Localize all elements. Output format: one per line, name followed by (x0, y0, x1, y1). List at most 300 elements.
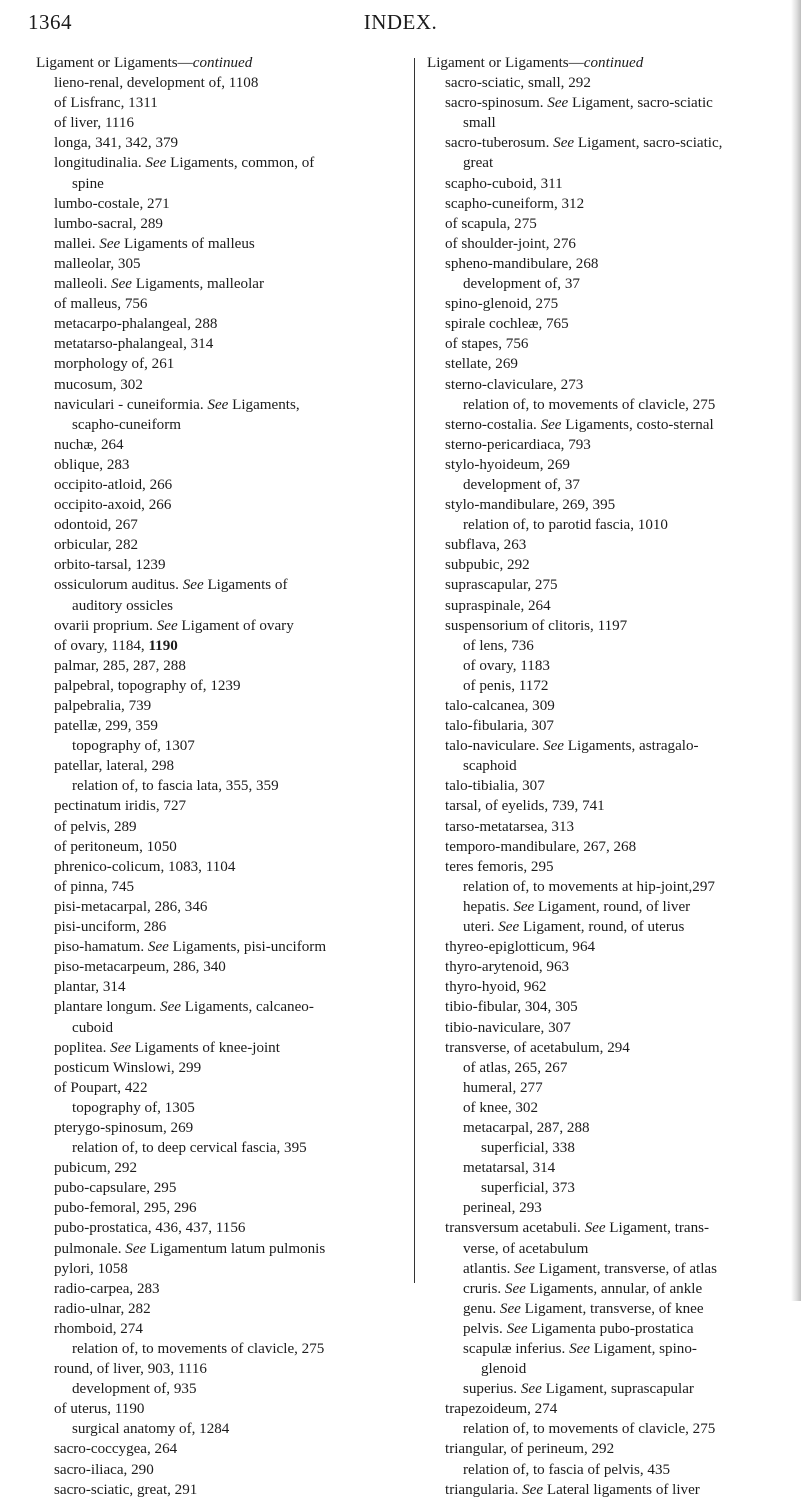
index-entry (36, 977, 391, 997)
index-entry (427, 1138, 782, 1158)
entry-text: sterno-costalia. (445, 416, 541, 433)
entry-text: tarso-metatarsea, 313 (445, 818, 575, 835)
index-entry (36, 153, 391, 173)
entry-text: Ligaments, calcaneo- (181, 999, 314, 1016)
index-entry (427, 1259, 782, 1279)
entry-text: pubo-capsulare, 295 (54, 1180, 177, 1197)
entry-text: auditory ossicles (72, 597, 174, 614)
entry-text: radio-ulnar, 282 (54, 1300, 151, 1317)
entry-text: relation of, to movements at hip-joint,297 (463, 878, 715, 895)
index-entry (36, 93, 391, 113)
entry-text: of Poupart, 422 (54, 1079, 148, 1096)
entry-text: patellar, lateral, 298 (54, 758, 175, 775)
see-reference: See (145, 155, 167, 172)
entry-text: topography of, 1307 (72, 738, 195, 755)
entry-text: trapezoideum, 274 (445, 1401, 558, 1418)
index-entry (427, 857, 782, 877)
index-entry (36, 937, 391, 957)
index-entry (427, 917, 782, 937)
index-entry (427, 455, 782, 475)
index-entry (427, 776, 782, 796)
entry-text: Ligamenta pubo-prostatica (527, 1320, 694, 1337)
index-entry (36, 1158, 391, 1178)
entry-text: pectinatum iridis, 727 (54, 798, 187, 815)
entry-text: stylo-mandibulare, 269, 395 (445, 497, 616, 514)
index-entry (427, 1480, 782, 1500)
entry-text: mallei. (54, 235, 100, 252)
column-heading (36, 53, 391, 73)
index-entry (36, 515, 391, 535)
entry-text: ovarii proprium. (54, 617, 157, 634)
entry-text: plantar, 314 (54, 979, 126, 996)
index-entry (427, 696, 782, 716)
entry-text: posticum Winslowi, 299 (54, 1059, 202, 1076)
index-entry (36, 1018, 391, 1038)
index-entry (427, 616, 782, 636)
principal-page-ref: 1190 (148, 637, 178, 654)
entry-text: Ligamentum latum pulmonis (146, 1240, 326, 1257)
index-entry (36, 294, 391, 314)
heading-term: Ligament or Ligaments— (427, 55, 584, 71)
index-entry (427, 1299, 782, 1319)
index-entry (427, 395, 782, 415)
index-entry (36, 1239, 391, 1259)
index-entry (427, 736, 782, 756)
index-entry (36, 1038, 391, 1058)
entry-text: development of, 37 (463, 276, 580, 293)
index-entry (427, 294, 782, 314)
entry-text: uteri. (463, 919, 499, 936)
entry-text: radio-carpea, 283 (54, 1280, 160, 1297)
entry-text: longitudinalia. (54, 155, 146, 172)
entry-text: sterno-claviculare, 273 (445, 376, 584, 393)
entry-text: of shoulder-joint, 276 (445, 235, 576, 252)
index-entry (36, 1439, 391, 1459)
index-entry (36, 1299, 391, 1319)
entry-text: subpubic, 292 (445, 557, 530, 574)
index-entry (427, 274, 782, 294)
index-entry (36, 957, 391, 977)
index-entry (427, 817, 782, 837)
entry-text: tibio-fibular, 304, 305 (445, 999, 578, 1016)
index-entry (36, 1118, 391, 1138)
entry-text: relation of, to fascia lata, 355, 359 (72, 778, 279, 795)
index-entry (427, 997, 782, 1017)
entry-text: scapho-cuboid, 311 (445, 175, 563, 192)
index-entry (36, 314, 391, 334)
entry-text: pisi-unciform, 286 (54, 919, 167, 936)
index-entry (427, 1379, 782, 1399)
index-entry (427, 1158, 782, 1178)
entry-text: Ligament, suprascapular (541, 1381, 694, 1398)
entry-text: occipito-axoid, 266 (54, 497, 172, 514)
index-entry (427, 194, 782, 214)
index-entry (36, 133, 391, 153)
entry-text: talo-naviculare. (445, 738, 544, 755)
see-reference: See (506, 1320, 528, 1337)
index-entry (36, 817, 391, 837)
entry-text: scaphoid (463, 758, 517, 775)
entry-text: talo-fibularia, 307 (445, 718, 554, 735)
entry-text: thyro-hyoid, 962 (445, 979, 547, 996)
index-entry (36, 214, 391, 234)
entry-text: mucosum, 302 (54, 376, 143, 393)
entry-text: supraspinale, 264 (445, 597, 551, 614)
entry-text: scapho-cuneiform (72, 416, 181, 433)
entry-text: palpebral, topography of, 1239 (54, 677, 241, 694)
entry-text: Ligaments, (228, 396, 300, 413)
entry-text: scapho-cuneiform, 312 (445, 195, 585, 212)
see-reference: See (514, 1260, 536, 1277)
entry-text: pubo-femoral, 295, 296 (54, 1200, 197, 1217)
index-entry (427, 93, 782, 113)
entry-text: morphology of, 261 (54, 356, 175, 373)
index-entry (36, 1259, 391, 1279)
entry-text: pisi-metacarpal, 286, 346 (54, 898, 208, 915)
index-entry (427, 877, 782, 897)
index-entry (36, 435, 391, 455)
entry-text: longa, 341, 342, 379 (54, 135, 179, 152)
entry-text: pubo-prostatica, 436, 437, 1156 (54, 1220, 246, 1237)
entry-text: superficial, 338 (481, 1140, 575, 1157)
index-entry (427, 1178, 782, 1198)
entry-text: odontoid, 267 (54, 517, 138, 534)
entry-text: tibio-naviculare, 307 (445, 1019, 571, 1036)
entry-text: of malleus, 756 (54, 296, 148, 313)
see-reference: See (182, 577, 204, 594)
entry-text: pylori, 1058 (54, 1260, 128, 1277)
see-reference: See (99, 235, 121, 252)
entry-text: pterygo-spinosum, 269 (54, 1119, 194, 1136)
index-entry (427, 1439, 782, 1459)
index-entry (427, 495, 782, 515)
see-reference: See (207, 396, 229, 413)
index-entry (36, 837, 391, 857)
entry-text: ossiculorum auditus. (54, 577, 183, 594)
index-entry (427, 153, 782, 173)
index-entry (36, 1078, 391, 1098)
entry-text: subflava, 263 (445, 537, 527, 554)
index-entry (36, 596, 391, 616)
index-entry (427, 796, 782, 816)
index-entry (427, 214, 782, 234)
index-entry (36, 736, 391, 756)
entry-text: Ligaments, annular, of ankle (525, 1280, 703, 1297)
entry-text: pubicum, 292 (54, 1160, 138, 1177)
entry-text: superius. (463, 1381, 521, 1398)
entry-text: relation of, to movements of clavicle, 275 (463, 1421, 716, 1438)
entry-text: patellæ, 299, 359 (54, 718, 158, 735)
entry-text: teres femoris, 295 (445, 858, 554, 875)
page-number: 1364 (28, 10, 72, 34)
index-entry (36, 776, 391, 796)
index-entry (427, 937, 782, 957)
entry-text: naviculari - cuneiformia. (54, 396, 208, 413)
entry-text: Ligaments, astragalo- (564, 738, 699, 755)
entry-text: relation of, to parotid fascia, 1010 (463, 517, 668, 534)
entry-text: of ovary, 1184, (54, 637, 149, 654)
see-reference: See (111, 276, 132, 293)
entry-text: Ligament, round, of uterus (519, 919, 685, 936)
index-entry (427, 73, 782, 93)
entry-text: Ligament, spino- (590, 1341, 697, 1357)
entry-text: talo-tibialia, 307 (445, 778, 545, 795)
entry-text: scapulæ inferius. (463, 1341, 570, 1357)
index-entry (36, 877, 391, 897)
index-entry (36, 455, 391, 475)
entry-text: Ligaments, pisi-unciform (168, 939, 327, 956)
entry-text: thyreo-epiglotticum, 964 (445, 939, 596, 956)
index-entry (36, 375, 391, 395)
entry-text: of scapula, 275 (445, 215, 537, 232)
index-entry (36, 174, 391, 194)
entry-text: Ligament, transverse, of atlas (535, 1260, 717, 1277)
index-entry (36, 194, 391, 214)
index-entry (36, 1218, 391, 1238)
index-entry (427, 756, 782, 776)
entry-text: sacro-iliaca, 290 (54, 1461, 154, 1478)
page-header (0, 10, 801, 40)
entry-text: lumbo-sacral, 289 (54, 215, 163, 232)
entry-text: triangularia. (445, 1481, 523, 1498)
entry-text: stylo-hyoideum, 269 (445, 456, 570, 473)
entry-text: relation of, to deep cervical fascia, 395 (72, 1140, 307, 1157)
index-entry (36, 897, 391, 917)
entry-text: occipito-atloid, 266 (54, 476, 173, 493)
entry-text: relation of, to movements of clavicle, 275 (463, 396, 716, 413)
entry-text: relation of, to movements of clavicle, 275 (72, 1341, 325, 1357)
index-entry (427, 676, 782, 696)
index-entry (427, 475, 782, 495)
entry-text: Ligaments, costo-sternal (561, 416, 714, 433)
entry-text: Ligaments of (203, 577, 288, 594)
index-entry (36, 1419, 391, 1439)
index-entry (427, 1319, 782, 1339)
entry-text: of pelvis, 289 (54, 818, 137, 835)
entry-text: Ligaments of knee-joint (131, 1039, 280, 1056)
page-title: INDEX. (363, 10, 438, 34)
index-entry (36, 796, 391, 816)
index-entry (427, 1078, 782, 1098)
entry-text: palpebralia, 739 (54, 698, 152, 714)
index-entry (427, 1098, 782, 1118)
column-heading (427, 53, 782, 73)
index-entry (427, 1339, 782, 1359)
entry-text: spirale cochleæ, 765 (445, 316, 569, 333)
entry-text: thyro-arytenoid, 963 (445, 959, 570, 976)
index-entry (36, 475, 391, 495)
index-entry (36, 696, 391, 716)
entry-list (36, 73, 391, 1500)
index-entry (427, 334, 782, 354)
index-entry (427, 375, 782, 395)
index-entry (427, 596, 782, 616)
entry-text: rhomboid, 274 (54, 1320, 143, 1337)
index-entry (36, 716, 391, 736)
index-entry (427, 636, 782, 656)
index-entry (36, 1198, 391, 1218)
entry-text: oblique, 283 (54, 456, 130, 473)
index-entry (427, 435, 782, 455)
index-entry (36, 1480, 391, 1500)
entry-text: Ligaments of malleus (120, 235, 255, 252)
entry-text: spine (72, 175, 104, 192)
index-column-left (36, 53, 391, 1500)
entry-text: glenoid (481, 1361, 527, 1378)
index-entry (427, 133, 782, 153)
index-entry (427, 415, 782, 435)
entry-text: temporo-mandibulare, 267, 268 (445, 838, 637, 855)
see-reference: See (584, 1220, 606, 1237)
index-entry (427, 1399, 782, 1419)
see-reference: See (522, 1481, 544, 1498)
entry-text: malleolar, 305 (54, 255, 141, 272)
entry-text: suspensorium of clitoris, 1197 (445, 617, 628, 634)
entry-text: pelvis. (463, 1320, 507, 1337)
see-reference: See (147, 939, 169, 956)
entry-text: Ligament, sacro-sciatic (568, 95, 713, 112)
entry-text: topography of, 1305 (72, 1099, 195, 1116)
index-entry (427, 1118, 782, 1138)
index-entry (427, 254, 782, 274)
entry-text: of stapes, 756 (445, 336, 529, 353)
index-entry (427, 515, 782, 535)
index-entry (427, 555, 782, 575)
entry-text: tarsal, of eyelids, 739, 741 (445, 798, 605, 815)
index-entry (427, 575, 782, 595)
see-reference: See (125, 1240, 147, 1257)
entry-text: genu. (463, 1300, 500, 1317)
index-entry (36, 1058, 391, 1078)
entry-text: Ligament, trans- (605, 1220, 710, 1237)
entry-text: of peritoneum, 1050 (54, 838, 177, 855)
entry-text: piso-metacarpeum, 286, 340 (54, 959, 226, 976)
entry-text: malleoli. (54, 276, 112, 293)
index-entry (427, 174, 782, 194)
entry-text: development of, 37 (463, 476, 580, 493)
index-entry (36, 1399, 391, 1419)
index-entry (427, 1359, 782, 1379)
index-entry (36, 274, 391, 294)
index-entry (36, 1379, 391, 1399)
index-entry (36, 535, 391, 555)
index-entry (36, 1339, 391, 1359)
index-entry (427, 897, 782, 917)
entry-text: small (463, 115, 496, 132)
entry-text: hepatis. (463, 898, 514, 915)
index-entry (427, 1218, 782, 1238)
index-entry (427, 535, 782, 555)
entry-text: Ligament, round, of liver (534, 898, 691, 915)
entry-text: superficial, 373 (481, 1180, 575, 1197)
entry-text: suprascapular, 275 (445, 577, 558, 594)
entry-text: verse, of acetabulum (463, 1240, 589, 1257)
index-entry (427, 1058, 782, 1078)
index-entry (427, 1038, 782, 1058)
entry-text: Ligaments, common, of (166, 155, 315, 172)
entry-text: metacarpal, 287, 288 (463, 1119, 590, 1136)
index-entry (427, 977, 782, 997)
index-entry (36, 1138, 391, 1158)
entry-text: of atlas, 265, 267 (463, 1059, 568, 1076)
index-entry (427, 837, 782, 857)
index-entry (427, 1419, 782, 1439)
see-reference: See (504, 1280, 526, 1297)
see-reference: See (498, 919, 520, 936)
see-reference: See (540, 416, 562, 433)
see-reference: See (569, 1341, 591, 1357)
entry-text: plantare longum. (54, 999, 161, 1016)
see-reference: See (543, 738, 565, 755)
heading-term: Ligament or Ligaments— (36, 55, 193, 71)
entry-text: lieno-renal, development of, 1108 (54, 75, 259, 92)
index-entry (427, 1239, 782, 1259)
entry-text: humeral, 277 (463, 1079, 543, 1096)
entry-text: stellate, 269 (445, 356, 518, 373)
see-reference: See (513, 898, 535, 915)
see-reference: See (499, 1300, 521, 1317)
index-entry (36, 1178, 391, 1198)
index-entry (36, 415, 391, 435)
heading-continued: continued (583, 55, 644, 71)
index-entry (427, 656, 782, 676)
index-entry (427, 113, 782, 133)
entry-text: triangular, of perineum, 292 (445, 1441, 615, 1458)
entry-text: Ligament, sacro-sciatic, (574, 135, 723, 152)
entry-text: orbicular, 282 (54, 537, 139, 554)
index-entry (36, 354, 391, 374)
entry-text: relation of, to fascia of pelvis, 435 (463, 1461, 671, 1478)
entry-text: pulmonale. (54, 1240, 126, 1257)
index-entry (36, 1359, 391, 1379)
index-entry (36, 113, 391, 133)
index-entry (36, 917, 391, 937)
entry-text: nuchæ, 264 (54, 436, 124, 453)
index-entry (36, 73, 391, 93)
index-entry (36, 756, 391, 776)
see-reference: See (547, 95, 569, 112)
index-entry (36, 1279, 391, 1299)
entry-text: cruris. (463, 1280, 505, 1297)
index-entry (36, 495, 391, 515)
entry-text: palmar, 285, 287, 288 (54, 657, 186, 674)
entry-text: sacro-spinosum. (445, 95, 548, 112)
entry-list (427, 73, 782, 1500)
see-reference: See (553, 135, 575, 152)
heading-continued: continued (192, 55, 253, 71)
see-reference: See (520, 1381, 542, 1398)
entry-text: piso-hamatum. (54, 939, 148, 956)
index-entry (36, 857, 391, 877)
index-entry (36, 234, 391, 254)
entry-text: of Lisfranc, 1311 (54, 95, 158, 112)
entry-text: spino-glenoid, 275 (445, 296, 559, 313)
index-entry (36, 616, 391, 636)
index-entry (427, 354, 782, 374)
column-divider (414, 58, 415, 1283)
index-entry (427, 1198, 782, 1218)
index-entry (36, 656, 391, 676)
entry-text: of pinna, 745 (54, 878, 135, 895)
entry-text: of ovary, 1183 (463, 657, 550, 674)
see-reference: See (156, 617, 178, 634)
entry-text: Ligaments, malleolar (131, 276, 264, 293)
entry-text: poplitea. (54, 1039, 111, 1056)
index-entry (36, 997, 391, 1017)
index-entry (427, 1279, 782, 1299)
entry-text: perineal, 293 (463, 1200, 542, 1217)
entry-text: development of, 935 (72, 1381, 197, 1398)
